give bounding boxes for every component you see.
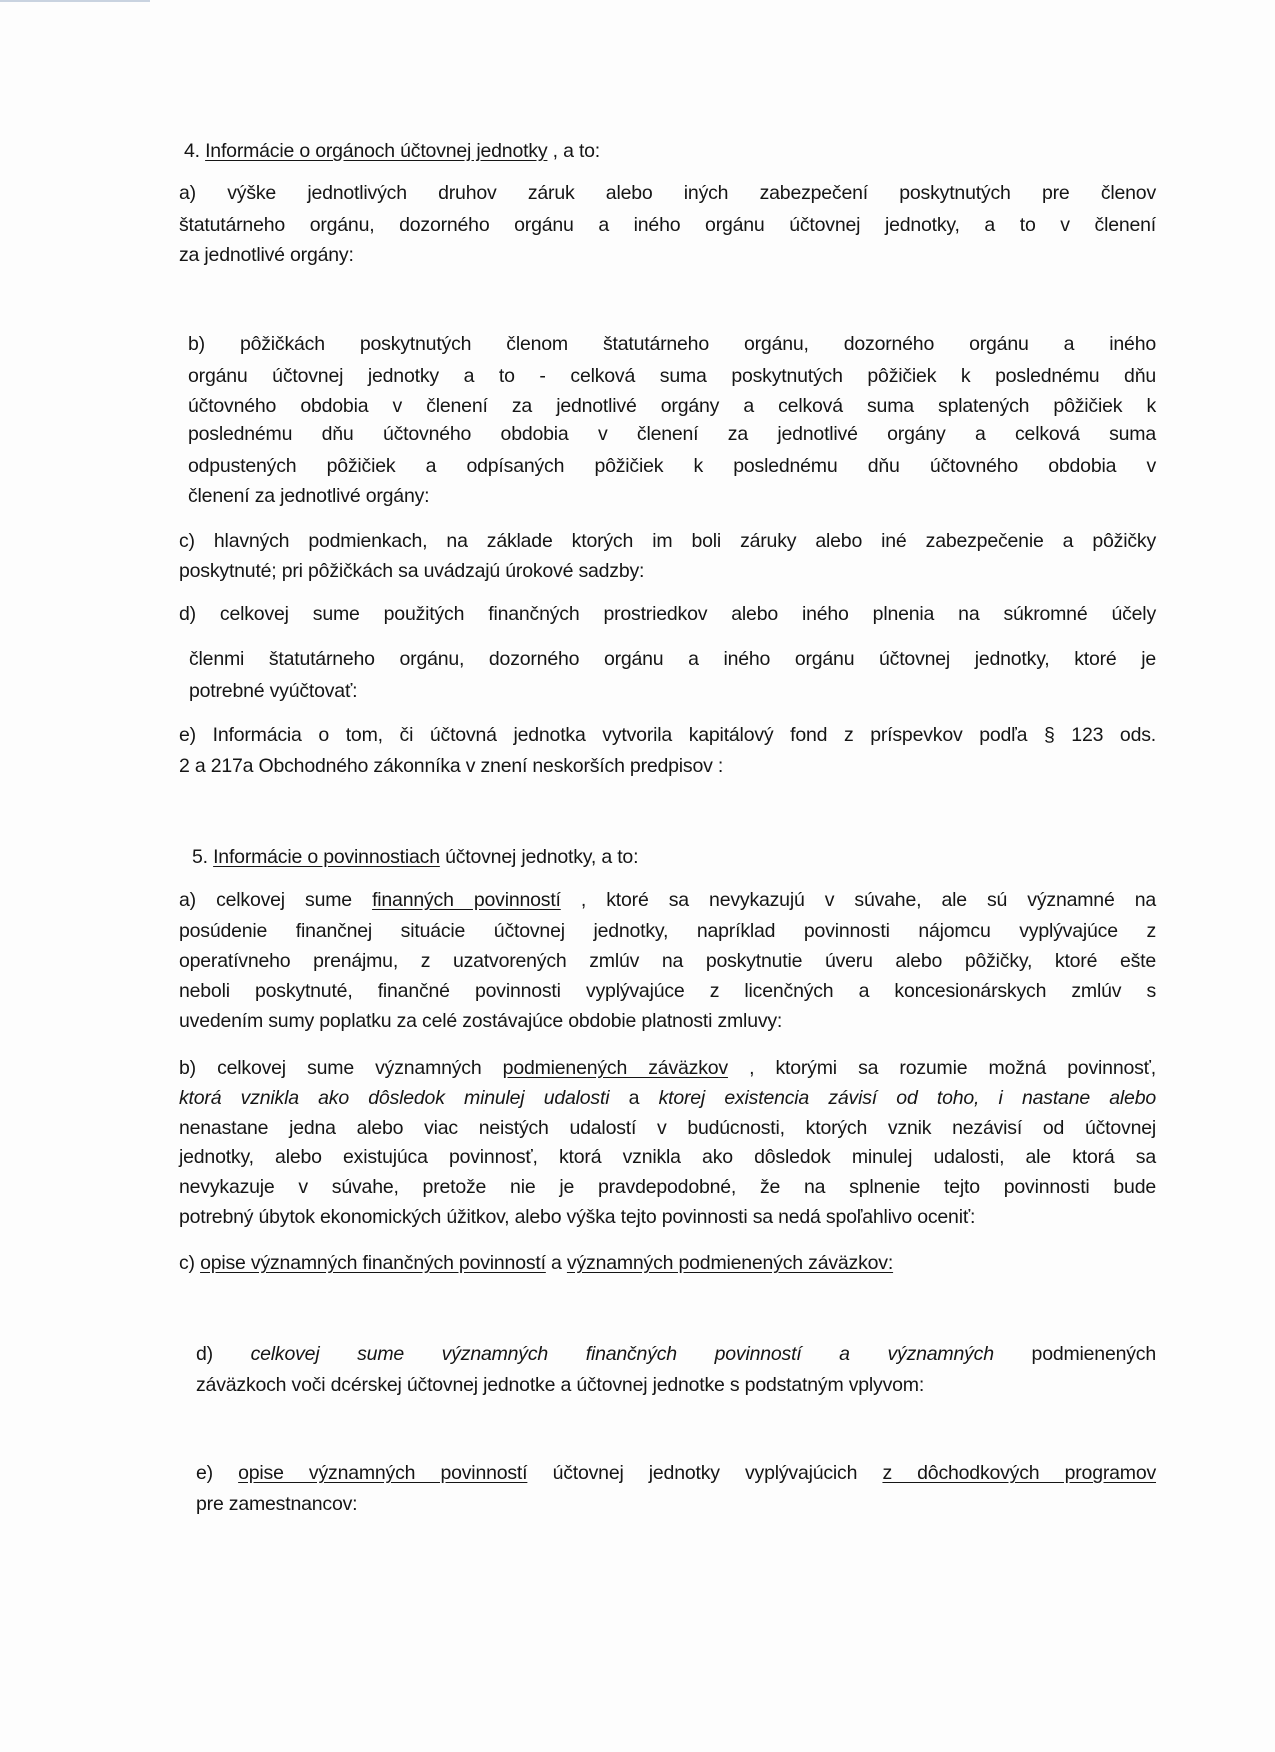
text-segment: , ktoré sa nevykazujú v súvahe, ale sú významné na [580,889,1157,911]
s5-heading-line [192,846,638,869]
s4-e-line [179,724,1156,747]
italic-text: ktorej existencia závisí od toho, i nastane alebo [658,1087,1156,1109]
s5-a-line [179,950,1156,973]
s4-b-line [188,485,1156,508]
text-segment: a [551,1252,567,1274]
text-segment: jednotky, alebo existujúca povinnosť, ktorá vznikla ako dôsledok minulej udalosti, ale ktorá sa [179,1146,1156,1168]
s4-b-line [188,333,1156,356]
text-segment: e) Informácia o tom, či účtovná jednotka vytvorila kapitálový fond z príspevkov podľa § 123 ods. [179,724,1156,746]
s4-c-line [179,560,1156,583]
s5-e-line [196,1462,1156,1485]
s4-a-line [179,244,1156,267]
text-segment: neboli poskytnuté, finančné povinnosti vyplývajúce z licenčných a koncesionárskych zmlúv s [179,980,1156,1002]
s4-c-line [179,530,1156,553]
underlined-text: významných podmienených záväzkov: [566,1252,894,1274]
text-segment: poskytnuté; pri pôžičkách sa uvádzajú úrokové sadzby: [179,560,645,582]
scan-edge-line [0,0,150,2]
text-segment: 5. [192,846,214,868]
underlined-text: finanných povinností [372,889,561,911]
text-segment: za jednotlivé orgány: [179,244,354,266]
s5-a-line [179,920,1156,943]
s5-e-line [196,1493,1156,1516]
text-segment: c) [179,1252,201,1274]
text-segment: členmi štatutárneho orgánu, dozorného orgánu a iného orgánu účtovnej jednotky, ktoré je [189,648,1156,670]
text-segment: a) celkovej sume [179,889,373,911]
text-segment: poslednému dňu účtovného obdobia v členení za jednotlivé orgány a celková suma [188,423,1156,445]
s5-d-line [196,1374,1156,1397]
text-segment: záväzkoch voči dcérskej účtovnej jednotke a účtovnej jednotke s podstatným vplyvom: [196,1374,925,1396]
s5-b-line [179,1146,1156,1169]
underlined-text: opise významných finančných povinností [200,1252,546,1274]
s5-b-line [179,1206,1156,1229]
text-segment: potrebné vyúčtovať: [189,680,358,702]
text-segment: potrebný úbytok ekonomických úžitkov, alebo výška tejto povinnosti sa nedá spoľahlivo oceniť: [179,1206,976,1228]
s5-b-line [179,1176,1156,1199]
text-segment: účtovnej jednotky vyplývajúcich [552,1462,883,1484]
text-segment: 2 a 217a Obchodného zákonníka v znení neskorších predpisov : [179,755,724,777]
text-segment: d) [196,1343,251,1365]
italic-text: ktorá vznikla ako dôsledok minulej udalosti [179,1087,610,1109]
s5-b-line [179,1087,1156,1110]
text-segment: a) výške jednotlivých druhov záruk alebo iných zabezpečení poskytnutých pre členov [179,182,1156,204]
text-segment: členení za jednotlivé orgány: [188,485,430,507]
s5-b-line [179,1117,1156,1140]
text-segment: orgánu účtovnej jednotky a to - celková suma poskytnutých pôžičiek k poslednému dňu [188,365,1156,387]
text-segment: c) hlavných podmienkach, na základe ktorých im boli záruky alebo iné zabezpečenie a pôžičky [179,530,1156,552]
s4-d-line [179,603,1156,626]
text-segment: e) [196,1462,239,1484]
s4-a-line [179,182,1156,205]
text-segment: , ktorými sa rozumie možná povinnosť, [749,1057,1156,1079]
text-segment: d) celkovej sume použitých finančných prostriedkov alebo iného plnenia na súkromné účely [179,603,1156,625]
s4-e-line [179,755,1156,778]
s4-b-line [188,365,1156,388]
text-segment: odpustených pôžičiek a odpísaných pôžičiek k poslednému dňu účtovného obdobia v [188,455,1156,477]
text-segment: podmienených [1031,1343,1156,1365]
underlined-text: podmienených záväzkov [502,1057,728,1079]
text-segment: účtovného obdobia v členení za jednotlivé orgány a celková suma splatených pôžičiek k [188,395,1156,417]
underlined-text: Informácie o orgánoch účtovnej jednotky [205,140,548,162]
text-segment: a [628,1087,659,1109]
s4-d-line [189,648,1156,671]
s5-c-line [179,1252,893,1275]
text-segment: b) celkovej sume významných [179,1057,503,1079]
underlined-text: z dôchodkových programov [882,1462,1157,1484]
underlined-text: Informácie o povinnostiach [213,846,440,868]
text-segment: nevykazuje v súvahe, pretože nie je pravdepodobné, že na splnenie tejto povinnosti bude [179,1176,1156,1198]
s4-a-line [179,214,1156,237]
text-segment: 4. [184,140,206,162]
text-segment: posúdenie finančnej situácie účtovnej jednotky, napríklad povinnosti nájomcu vyplývajúce z [179,920,1156,942]
text-segment: pre zamestnancov: [196,1493,358,1515]
italic-text: celkovej sume významných finančných povinností a významných [250,1343,994,1365]
underlined-text: opise významných povinností [238,1462,528,1484]
text-segment: b) pôžičkách poskytnutých členom štatutárneho orgánu, dozorného orgánu a iného [188,333,1156,355]
text-segment: účtovnej jednotky, a to: [445,846,639,868]
s5-a-line [179,980,1156,1003]
s4-b-line [188,395,1156,418]
s4-heading-line [184,140,600,163]
text-segment: štatutárneho orgánu, dozorného orgánu a iného orgánu účtovnej jednotky, a to v členení [179,214,1156,236]
text-segment: operatívneho prenájmu, z uzatvorených zmlúv na poskytnutie úveru alebo pôžičky, ktoré ešte [179,950,1156,972]
s5-b-line [179,1057,1156,1080]
text-segment: , a to: [552,140,601,162]
text-segment: uvedením sumy poplatku za celé zostávajúce obdobie platnosti zmluvy: [179,1010,783,1032]
s5-a-line [179,889,1156,912]
s5-d-line [196,1343,1156,1366]
s4-b-line [188,423,1156,446]
s4-d-line [189,680,1156,703]
text-segment: nenastane jedna alebo viac neistých udalostí v budúcnosti, ktorých vznik nezávisí od účtovnej [179,1117,1156,1139]
s4-b-line [188,455,1156,478]
s5-a-line [179,1010,1156,1033]
